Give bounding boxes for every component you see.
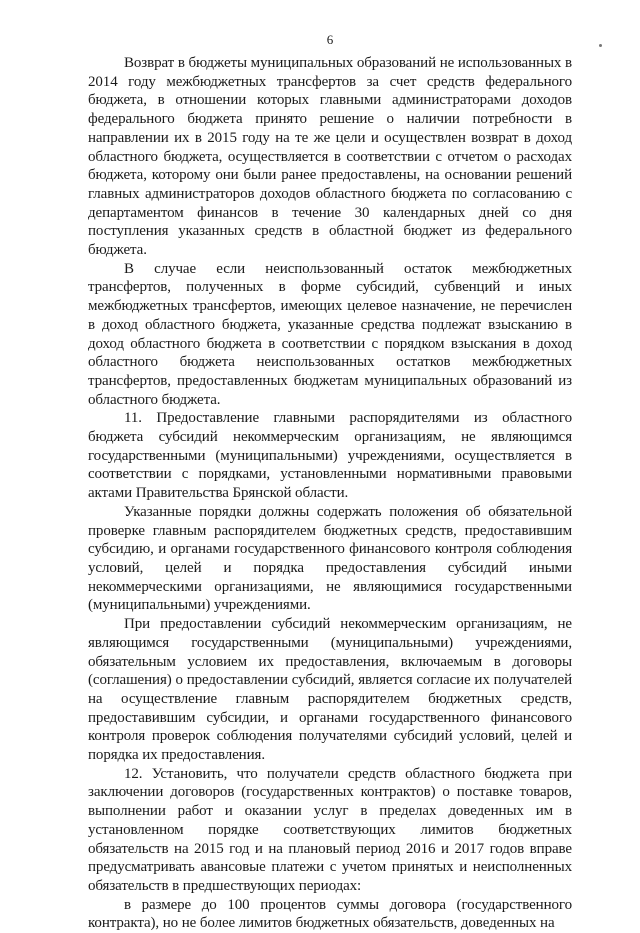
page-number: 6 (326, 32, 334, 47)
paragraph-advance-100: в размере до 100 процентов суммы договора (государственного контракта), но не более лимитов бюджетных обязательств, доведенных на (88, 896, 572, 932)
paragraph-item-12: 12. Установить, что получатели средств областного бюджета при заключении договоров (государственных контрактов) о поставке товаров, выполнении работ и оказании услуг в пределах доведенных им в установленном порядке соответствующих лимитов бюджетных обязательств на 2015 год и на плановый период 2016 и 2017 годов вправе предусматривать авансовые платежи с учетом принятых и неисполненных обязательств в предшествующих периодах: (88, 765, 572, 894)
paragraph-return-transfers: Возврат в бюджеты муниципальных образований не использованных в 2014 году межбюджетных трансфертов за счет средств федерального бюджета, в отношении которых главными администраторами доходов федерального бюджета принято решение о наличии потребности в направлении их в 2015 году на те же цели и осуществлен возврат в доход областного бюджета, осуществляется в соответствии с отчетом о расходах бюджета, которому они были ранее предоставлены, на основании решений главных администраторов доходов областного бюджета по согласованию с департаментом финансов в течение 30 календарных дней со дня поступления указанных средств в областной бюджет из федерального бюджета. (88, 55, 572, 259)
paragraph-item-11: 11. Предоставление главными распорядителями из областного бюджета субсидий некоммерческим организациям, не являющимся государственными (муниципальными) учреждениями, осуществляется в соответствии с порядками, установленными нормативными правовыми актами Правительства Брянской области. (88, 410, 572, 502)
paragraph-subsidy-conditions: При предоставлении субсидий некоммерческим организациям, не являющимся государственными (муниципальными) учреждениями, обязательным условием их предоставления, включаемым в договоры (соглашения) о предоставлении субсидий, является согласие их получателей на осуществление главным распорядителем бюджетных средств, предоставившим субсидии, и органами государственного финансового контроля проверок соблюдения получателями субсидий условий, целей и порядка их предоставления. (88, 616, 572, 764)
paragraph-procedures: Указанные порядки должны содержать положения об обязательной проверке главным распорядителем бюджетных средств, предоставившим субсидию, и органами государственного финансового контроля соблюдения условий, целей и порядка предоставления субсидий иными некоммерческими организациями, не являющимися государственными (муниципальными) учреждениями. (88, 503, 572, 614)
scan-dot (599, 44, 602, 47)
paragraph-unused-balance: В случае если неиспользованный остаток межбюджетных трансфертов, полученных в форме субсидий, субвенций и иных межбюджетных трансфертов, имеющих целевое назначение, не перечислен в доход областного бюджета, указанные средства подлежат взысканию в доход областного бюджета в соответствии с порядком взыскания в доход областного бюджета неиспользованных остатков межбюджетных трансфертов, предоставленных бюджетам муниципальных образований из областного бюджета. (88, 260, 572, 408)
